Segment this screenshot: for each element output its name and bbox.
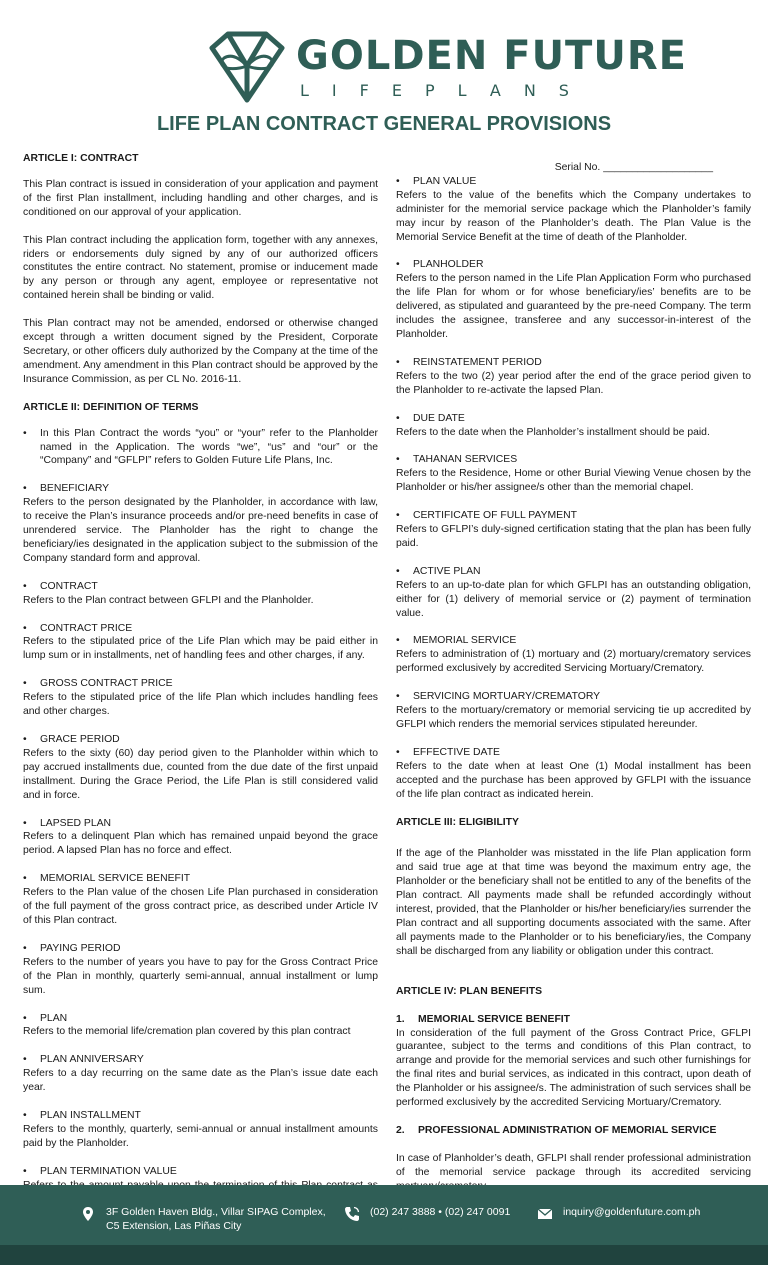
article-4-section-2-heading [396,1124,751,1138]
definition-text: Refers to the mortuary/crematory or memorial servicing tie up accredited by GFLPI which renders the memorial services stipulated hereunder. [396,705,751,730]
definition-text: Refers to the person designated by the Planholder, in accordance with law, to receive the Plan’s insurance proceeds and/or pre-need benefits in case of unrendered service. The Planholder has the right to change the beneficiary/ies designated in the application subject to the submission of the Company standard form and approval. [23,497,378,564]
definition-text: Refers to the date when at least One (1) Modal installment has been accepted and the purchase has been approved by GFLPI with the issuance of the life plan contract as indicated herein. [396,760,751,800]
definition-item [23,872,378,928]
definition-item [23,1053,378,1095]
definition-text: Refers to an up-to-date plan for which GFLPI has an outstanding obligation, either for (1) delivery of memorial service or (2) payment of termination value. [396,579,751,619]
definition-text: Refers to the sixty (60) day period given to the Planholder within which to pay accrued installments due, counted from the due date of the first unpaid installment. During the Grace Period, the Life Plan is still considered valid and in force. [23,747,378,801]
section-number: 2. [396,1124,405,1136]
definition-term: • TAHANAN SERVICES [396,453,751,467]
definition-item [23,622,378,664]
phone-icon [344,1206,360,1222]
footer-phone-text: (02) 247 3888 • (02) 247 0091 [370,1206,511,1218]
document-title: LIFE PLAN CONTRACT GENERAL PROVISIONS [156,113,612,135]
serial-number-field: Serial No. ___________________ [554,162,713,173]
article-1-paragraph: This Plan contract including the application form, together with any annexes, riders or endorsements duly signed by any of our authorized officers constitutes the entire contract. No statement, promise or inducement made by any person or through any agent, employee or representative not contained herein shall be binding or valid. [23,234,378,302]
definition-item [396,565,751,621]
definition-term: • CERTIFICATE OF FULL PAYMENT [396,509,751,523]
definition-item [396,258,751,341]
definition-item [23,482,378,565]
address-line-2: C5 Extension, Las Piñas City [106,1220,242,1232]
definition-text: Refers to the number of years you have to pay for the Gross Contract Price of the Plan in monthly, quarterly semi-annual, annual installment or lump sum. [23,956,378,996]
article-1-paragraph: This Plan contract is issued in consideration of your application and payment of the first Plan installment, including handling and other charges, and is conditioned on our approval of your application. [23,178,378,218]
definition-text: Refers to the two (2) year period after the end of the grace period given to the Planholder to re-activate the lapsed Plan. [396,370,751,396]
article-4-section-1-text: In consideration of the full payment of the Gross Contract Price, GFLPI guarantee, subject to the terms and conditions of this Plan contract, to arrange and provide for the memorial services and such other furnishings for the final rites and burial services, as indicated in this contract, upon death of the Planholder or his assignee/s. The administration of such services shall be performed exclusively by the accredited Servicing Mortuary/Crematory. [396,1027,752,1109]
definition-term: • PLAN TERMINATION VALUE [23,1165,378,1179]
definition-term: • PLAN INSTALLMENT [23,1109,378,1123]
gift-heart-logo-icon [208,30,286,104]
article-2-intro [23,427,378,469]
definition-term: • CONTRACT PRICE [23,622,378,636]
article-2-heading: ARTICLE II: DEFINITION OF TERMS [23,401,199,413]
article-4-heading: ARTICLE IV: PLAN BENEFITS [396,985,543,997]
definition-text: Refers to the date when the Planholder’s installment should be paid. [396,426,710,438]
definition-term: • PLAN ANNIVERSARY [23,1053,378,1067]
definition-item [396,356,751,398]
article-3-text: If the age of the Planholder was misstated in the life Plan application form and said true age at that time was beyond the maximum entry age, the Planholder or the beneficiary shall not be entitled to any of the benefits of the Plan contract. All payments made shall be refunded accordingly without interest, provided, that the Planholder or his/her beneficiary/ies surrender the Plan contract and all supporting documents associated with the same. After all payments made to the Planholder or to his beneficiary/ies, the Company shall be discharged from any liability or obligation under this contract. [396,848,751,957]
definition-term: • BENEFICIARY [23,482,378,496]
definition-text: Refers to the stipulated price of the Life Plan which may be paid either in lump sum or in installments, net of handling fees and other charges, if any. [23,636,378,662]
definition-item [396,412,751,440]
footer-bottom-band [0,1245,768,1265]
location-pin-icon [80,1206,96,1222]
definition-item [23,942,378,998]
article-4-section-2-text: In case of Planholder’s death, GFLPI shall render professional administration of the memorial service package through its accredited servicing [396,1152,751,1178]
definition-text: Refers to a delinquent Plan which has remained unpaid beyond the grace period. A lapsed Plan has no force and effect. [23,831,378,857]
footer [0,1185,768,1265]
article-2-intro-text: In this Plan Contract the words “you” or “your” refer to the Planholder named in the Application. The words “we”, “us” and “our” or the “Company” and “GFLPI” refers to Golden Future Life Plans, Inc. [40,427,378,467]
address-line-1: 3F Golden Haven Bldg., Villar SIPAG Complex, [106,1206,326,1218]
definition-term: • REINSTATEMENT PERIOD [396,356,751,370]
definition-item [396,634,751,676]
definition-item [396,509,751,551]
article-3-heading: ARTICLE III: ELIGIBILITY [396,816,519,828]
envelope-icon [537,1206,553,1222]
right-column [396,152,751,1194]
section-title: MEMORIAL SERVICE BENEFIT [418,1013,571,1025]
definition-term: • PAYING PERIOD [23,942,378,956]
definition-item [396,690,751,732]
definition-text: Refers to the memorial life/cremation plan covered by this plan contract [23,1026,351,1038]
footer-address [80,1205,326,1233]
article-1-heading: ARTICLE I: CONTRACT [23,153,139,164]
definition-item [23,1109,378,1151]
footer-phone[interactable] [344,1205,510,1222]
definition-term: • MEMORIAL SERVICE [396,634,751,648]
footer-email-text: inquiry@goldenfuture.com.ph [563,1206,701,1218]
brand-subtitle: LIFEPLANS [300,81,592,100]
definition-term: • EFFECTIVE DATE [396,746,751,760]
header [0,0,768,150]
bullet-icon: • [23,427,27,439]
definition-item [396,746,751,802]
definition-text: Refers to the stipulated price of the life Plan which includes handling fees and other charges. [23,692,378,718]
article-1-paragraph: This Plan contract may not be amended, endorsed or otherwise changed except through a written document signed by the President, Corporate Secretary, or other officers duly authorized by the Company at the time of the amendment. Any amendment in this Plan contract should be approved by the Insurance Commission, as per CL No. 2016-11. [23,318,378,385]
definition-text: Refers to administration of (1) mortuary and (2) mortuary/crematory services performed exclusively by accredited Servicing Mortuary/Crematory. [396,649,751,675]
definition-term: • CONTRACT [23,580,378,594]
definition-text: Refers to the person named in the Life Plan Application Form who purchased the life Plan for whom or for whose beneficiary/ies’ benefits are to be delivered, as stipulated and guaranteed by the pre-need Company. The term includes the assignee, transferee and any successor-in-interest of the Planholder. [396,273,751,340]
definition-term: • ACTIVE PLAN [396,565,751,579]
definition-item [23,580,378,608]
definition-text: Refers to the Plan contract between GFLPI and the Planholder. [23,594,314,606]
section-number: 1. [396,1013,405,1025]
definition-term: • PLANHOLDER [396,258,751,272]
definition-term: • PLAN VALUE [396,175,751,189]
section-title: PROFESSIONAL ADMINISTRATION OF MEMORIAL SERVICE [418,1124,717,1136]
definition-text: Refers to GFLPI’s duly-signed certification stating that the plan has been fully paid. [396,524,751,549]
definition-text: Refers to the Residence, Home or other Burial Viewing Venue chosen by the Planholder or his/her assignee/s other than the memorial chapel. [396,468,751,494]
footer-email[interactable] [537,1205,700,1222]
definition-text: Refers to the value of the benefits which the Company undertakes to administer for the memorial service package which the Planholder’s family may incur by reason of the Planholder’s death. The Plan Value is the Memorial Service Benefit at the time of death of the Planholder. [396,189,751,243]
definition-text: Refers to a day recurring on the same date as the Plan’s issue date each year. [23,1068,378,1094]
definition-text: Refers to the monthly, quarterly, semi-annual or annual installment amounts paid by the Planholder. [23,1123,378,1149]
definition-item [396,175,751,245]
definition-item [23,1012,378,1040]
definition-item [23,677,378,719]
definition-term: • LAPSED PLAN [23,817,378,831]
definition-term: • DUE DATE [396,412,751,426]
brand-name: GOLDEN FUTURE [296,33,687,79]
definition-term: • PLAN [23,1012,378,1026]
definition-term: • SERVICING MORTUARY/CREMATORY [396,690,751,704]
definition-item [396,453,751,495]
definition-item [23,817,378,859]
article-4-section-1-heading [396,1013,751,1027]
footer-address-text [106,1205,326,1233]
definition-term: • GROSS CONTRACT PRICE [23,677,378,691]
left-column [23,152,378,1206]
definition-term: • GRACE PERIOD [23,733,378,747]
definition-item [23,733,378,803]
definition-text: Refers to the Plan value of the chosen Life Plan purchased in consideration of the full payment of the gross contract price, as described under Article IV of this Plan contract. [23,887,378,926]
definition-term: • MEMORIAL SERVICE BENEFIT [23,872,378,886]
